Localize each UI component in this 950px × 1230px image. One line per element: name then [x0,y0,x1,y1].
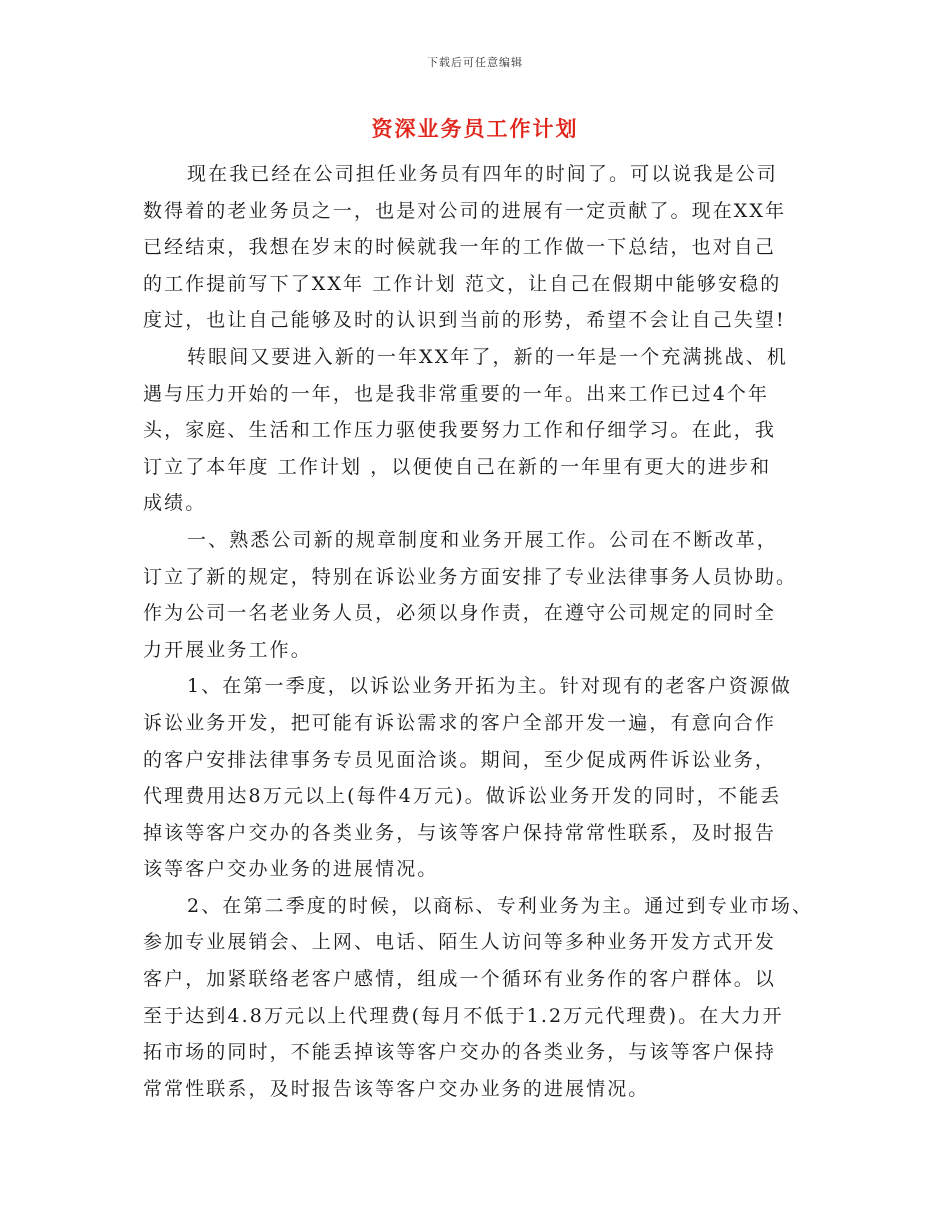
text-line: 至于达到4.8万元以上代理费(每月不低于1.2万元代理费)。在大力开 [143,1004,784,1027]
paragraph [143,160,823,343]
text-line: 度过，也让自己能够及时的认识到当前的形势，希望不会让自己失望! [143,309,786,332]
text-line: 已经结束，我想在岁末的时候就我一年的工作做一下总结，也对自己 [143,236,777,259]
text-line: 1、在第一季度，以诉讼业务开拓为主。针对现有的老客户资源做 [187,675,792,698]
paragraph [143,526,823,672]
text-line: 的工作提前写下了XX年 工作计划 范文，让自己在假期中能够安稳的 [143,272,782,295]
text-line: 成绩。 [143,492,207,515]
text-line: 订立了本年度 工作计划 ，以便使自己在新的一年里有更大的进步和 [143,455,772,478]
document-body [143,160,823,1111]
text-line: 遇与压力开始的一年，也是我非常重要的一年。出来工作已过4个年 [143,382,770,405]
text-line: 客户，加紧联络老客户感情，组成一个循环有业务作的客户群体。以 [143,968,777,991]
text-line: 现在我已经在公司担任业务员有四年的时间了。可以说我是公司 [187,163,778,185]
text-line: 转眼间又要进入新的一年XX年了，新的一年是一个充满挑战、机 [187,345,788,368]
paragraph [143,343,823,526]
paragraph [143,672,823,892]
text-line: 订立了新的规定，特别在诉讼业务方面安排了专业法律事务人员协助。 [143,565,798,588]
text-line: 的客户安排法律事务专员见面洽谈。期间，至少促成两件诉讼业务， [143,748,777,771]
header-note: 下载后可任意编辑 [427,56,523,69]
text-line: 一、熟悉公司新的规章制度和业务开展工作。公司在不断改革， [187,528,778,551]
text-line: 作为公司一名老业务人员，必须以身作责，在遵守公司规定的同时全 [143,602,777,625]
text-line: 头，家庭、生活和工作压力驱使我要努力工作和仔细学习。在此，我 [143,419,777,442]
text-line: 常常性联系，及时报告该等客户交办业务的进展情况。 [143,1077,650,1100]
text-line: 数得着的老业务员之一，也是对公司的进展有一定贡献了。现在XX年 [143,199,787,222]
text-line: 诉讼业务开发，把可能有诉讼需求的客户全部开发一遍，有意向合作 [143,711,777,734]
text-line: 参加专业展销会、上网、电话、陌生人访问等多种业务开发方式开发 [143,931,777,954]
document-title: 资深业务员工作计划 [371,116,579,141]
text-line: 拓市场的同时，不能丢掉该等客户交办的各类业务，与该等客户保持 [143,1041,777,1064]
text-line: 该等客户交办业务的进展情况。 [143,858,439,881]
text-line: 掉该等客户交办的各类业务，与该等客户保持常常性联系，及时报告 [143,821,777,844]
text-line: 力开展业务工作。 [143,638,312,661]
paragraph [143,892,823,1112]
text-line: 代理费用达8万元以上(每件4万元)。做诉讼业务开发的同时，不能丢 [143,785,782,808]
text-line: 2、在第二季度的时候，以商标、专利业务为主。通过到专业市场、 [187,894,814,917]
